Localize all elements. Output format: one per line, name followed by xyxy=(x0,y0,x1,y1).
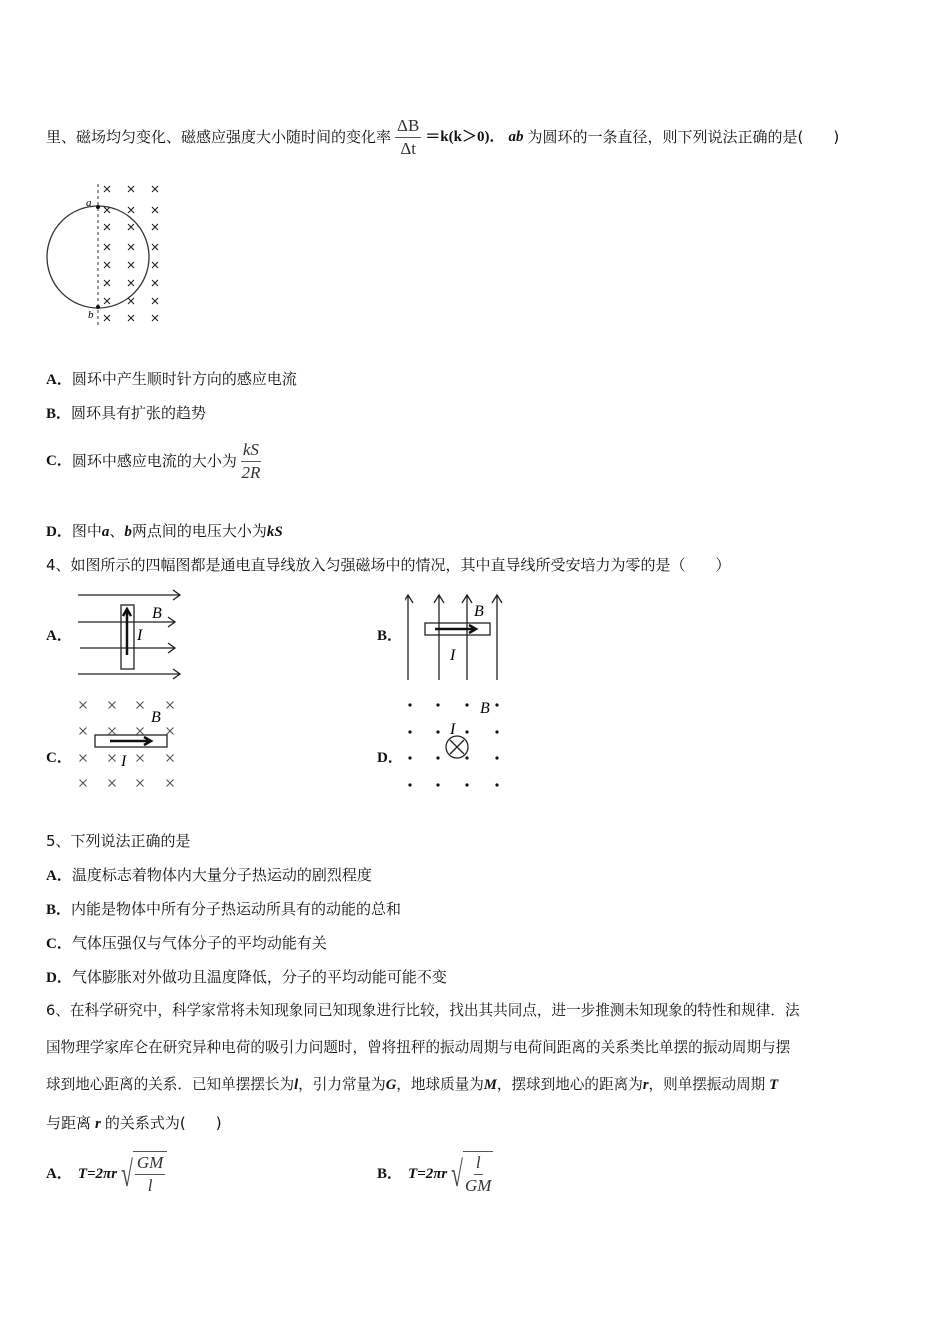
option-label: D． xyxy=(46,970,72,986)
frac-den: Δt xyxy=(400,138,416,158)
q6-stem-line3 xyxy=(46,1075,778,1095)
q5-option-b[interactable] xyxy=(46,899,401,920)
text: ，则单摆振动周期 xyxy=(648,1076,766,1093)
field-dot-icon xyxy=(465,703,468,706)
field-dot-icon xyxy=(408,730,411,733)
field-dot-icon xyxy=(408,756,411,759)
figure-c xyxy=(75,695,185,795)
field-cross-icon xyxy=(104,280,110,286)
q6-stem-line1: 6、在科学研究中，科学家常将未知现象同已知现象进行比较，找出其共同点，进一步推测未知现象的特性和规律．法 xyxy=(46,1002,800,1019)
q3-option-b[interactable] xyxy=(46,403,206,424)
q3-stem xyxy=(46,112,839,162)
field-cross-icon xyxy=(152,280,158,286)
point-a-label: a xyxy=(86,197,92,209)
field-dot-icon xyxy=(408,703,411,706)
field-cross-icon xyxy=(109,728,116,735)
q3-option-a[interactable] xyxy=(46,369,297,390)
field-dot-icon xyxy=(465,783,468,786)
q3-k: ＝k(k＞0)． xyxy=(425,129,505,145)
q3-option-c[interactable] xyxy=(46,436,265,486)
option-label: C． xyxy=(46,936,72,952)
label-i: I xyxy=(137,627,143,644)
field-cross-icon xyxy=(104,186,110,192)
field-cross-icon xyxy=(167,755,174,762)
field-cross-icon xyxy=(167,702,174,709)
frac-den: GM xyxy=(465,1176,492,1195)
radical-icon: √ xyxy=(121,1154,133,1194)
ring-field-figure xyxy=(40,180,170,330)
option-text: 图中 xyxy=(71,522,102,540)
frac-num: kS xyxy=(241,439,261,462)
var-r: r xyxy=(642,1077,649,1093)
text: ，引力常量为 xyxy=(298,1076,386,1093)
text: ，地球质量为 xyxy=(396,1076,484,1093)
q4-option-b[interactable]: B． xyxy=(377,628,403,644)
option-text: 圆环具有扩张的趋势 xyxy=(71,404,207,422)
label-b: B xyxy=(480,700,490,717)
var-t: T xyxy=(769,1077,779,1093)
field-cross-icon xyxy=(152,244,158,250)
option-text: 气体压强仅与气体分子的平均动能有关 xyxy=(71,934,327,952)
field-cross-icon xyxy=(128,207,134,213)
q5-option-a[interactable] xyxy=(46,865,372,886)
point-b-label: b xyxy=(88,309,94,321)
field-cross-icon xyxy=(104,298,110,304)
field-cross-icon xyxy=(152,207,158,213)
field-dot-icon xyxy=(436,756,439,759)
field-cross-icon xyxy=(152,224,158,230)
field-cross-icon xyxy=(80,780,87,787)
field-cross-icon xyxy=(80,728,87,735)
label-i: I xyxy=(450,721,456,738)
field-cross-icon xyxy=(104,224,110,230)
option-label: A． xyxy=(46,372,72,388)
q6-stem-line4 xyxy=(46,1113,222,1134)
field-cross-icon xyxy=(109,755,116,762)
option-text: 内能是物体中所有分子热运动所具有的动能的总和 xyxy=(71,900,402,918)
field-dot-icon xyxy=(495,756,498,759)
q5-option-d[interactable] xyxy=(46,967,447,988)
frac-num: ΔB xyxy=(395,115,421,138)
radical-icon: √ xyxy=(451,1154,464,1194)
q3-stem-text2: 为圆环的一条直径，则下列说法正确的是( ) xyxy=(527,128,840,146)
var-a: a xyxy=(101,524,110,540)
var-m: M xyxy=(483,1077,497,1093)
field-cross-icon xyxy=(128,280,134,286)
figure-d xyxy=(400,695,510,795)
field-cross-icon xyxy=(152,186,158,192)
label-i: I xyxy=(121,753,127,770)
field-cross-icon xyxy=(137,728,144,735)
label-b: B xyxy=(474,603,484,620)
field-dot-icon xyxy=(495,730,498,733)
field-cross-icon xyxy=(104,207,110,213)
q5-stem: 5、下列说法正确的是 xyxy=(46,832,191,850)
field-cross-icon xyxy=(128,315,134,321)
field-cross-icon xyxy=(128,186,134,192)
field-cross-icon xyxy=(167,728,174,735)
field-cross-icon xyxy=(128,262,134,268)
var-g: G xyxy=(385,1077,397,1093)
field-cross-icon xyxy=(104,244,110,250)
option-label: B． xyxy=(46,406,72,422)
field-cross-icon xyxy=(128,244,134,250)
q3-ab: ab xyxy=(508,129,524,145)
field-dot-icon xyxy=(436,730,439,733)
sqrt xyxy=(117,1151,167,1197)
field-cross-icon xyxy=(167,780,174,787)
frac-num: GM xyxy=(135,1152,165,1175)
field-cross-icon xyxy=(104,262,110,268)
label-b: B xyxy=(151,709,161,726)
field-dot-icon xyxy=(408,783,411,786)
label-b: B xyxy=(152,605,162,622)
q6-option-a[interactable] xyxy=(46,1148,167,1200)
sqrt xyxy=(447,1151,493,1197)
field-cross-icon xyxy=(109,702,116,709)
field-dot-icon xyxy=(495,783,498,786)
rate-fraction xyxy=(395,115,421,160)
q6-stem-line2: 国物理学家库仑在研究异种电荷的吸引力问题时，曾将扭秤的振动周期与电荷间距离的关系类比单摆的振动周期与摆 xyxy=(46,1039,791,1056)
field-cross-icon xyxy=(137,780,144,787)
field-cross-icon xyxy=(137,702,144,709)
figure-a xyxy=(75,585,185,680)
q3-stem-text: 里、磁场均匀变化、磁感应强度大小随时间的变化率 xyxy=(46,128,392,146)
option-label: C． xyxy=(46,453,72,469)
field-cross-icon xyxy=(128,298,134,304)
field-cross-icon xyxy=(104,315,110,321)
q5-option-c[interactable] xyxy=(46,933,327,954)
field-cross-icon xyxy=(152,315,158,321)
option-text: 温度标志着物体内大量分子热运动的剧烈程度 xyxy=(71,866,372,884)
formula: T=2πr xyxy=(408,1166,448,1182)
text: ，摆球到地心的距离为 xyxy=(496,1076,643,1093)
field-dot-icon xyxy=(436,703,439,706)
field-cross-icon xyxy=(109,780,116,787)
field-cross-icon xyxy=(137,755,144,762)
q4-option-c[interactable]: C． xyxy=(46,750,72,766)
label-i: I xyxy=(450,647,456,664)
option-text: 圆环中感应电流的大小为 xyxy=(71,452,237,470)
var-l: l xyxy=(294,1077,299,1093)
field-cross-icon xyxy=(128,224,134,230)
option-label: B． xyxy=(377,1166,403,1182)
q4-option-d[interactable]: D． xyxy=(377,750,403,766)
option-text2: 两点间的电压大小为 xyxy=(131,522,267,540)
option-label: D． xyxy=(46,524,72,540)
option-text: 气体膨胀对外做功且温度降低，分子的平均动能可能不变 xyxy=(71,968,447,986)
q3-option-d[interactable] xyxy=(46,521,283,542)
option-label: B． xyxy=(46,902,72,918)
option-text: 圆环中产生顺时针方向的感应电流 xyxy=(71,370,297,388)
field-cross-icon xyxy=(80,755,87,762)
frac-den: l xyxy=(147,1176,153,1195)
q4-option-a[interactable]: A． xyxy=(46,628,72,644)
var-ks: kS xyxy=(266,524,283,540)
text: 的关系式为( ) xyxy=(104,1114,222,1132)
sep: 、 xyxy=(109,522,125,540)
field-cross-icon xyxy=(152,298,158,304)
text: 球到地心距离的关系．已知单摆摆长为 xyxy=(46,1076,295,1093)
frac-den: 2R xyxy=(241,462,261,482)
field-dot-icon xyxy=(495,703,498,706)
text: 与距离 xyxy=(46,1114,92,1132)
q4-stem: 4、如图所示的四幅图都是通电直导线放入匀强磁场中的情况，其中直导线所受安培力为零的是（ ） xyxy=(46,556,731,574)
field-cross-icon xyxy=(80,702,87,709)
figure-b xyxy=(405,590,505,682)
option-label: A． xyxy=(46,868,72,884)
field-dot-icon xyxy=(465,730,468,733)
var-r: r xyxy=(95,1116,101,1132)
field-dot-icon xyxy=(436,783,439,786)
q6-option-b[interactable] xyxy=(377,1148,493,1200)
frac-num: l xyxy=(474,1152,483,1175)
field-cross-icon xyxy=(152,262,158,268)
field-dot-icon xyxy=(465,756,468,759)
var-b: b xyxy=(124,524,132,540)
current-fraction xyxy=(241,439,261,484)
formula: T=2πr xyxy=(77,1166,118,1182)
option-label: A． xyxy=(46,1166,72,1182)
